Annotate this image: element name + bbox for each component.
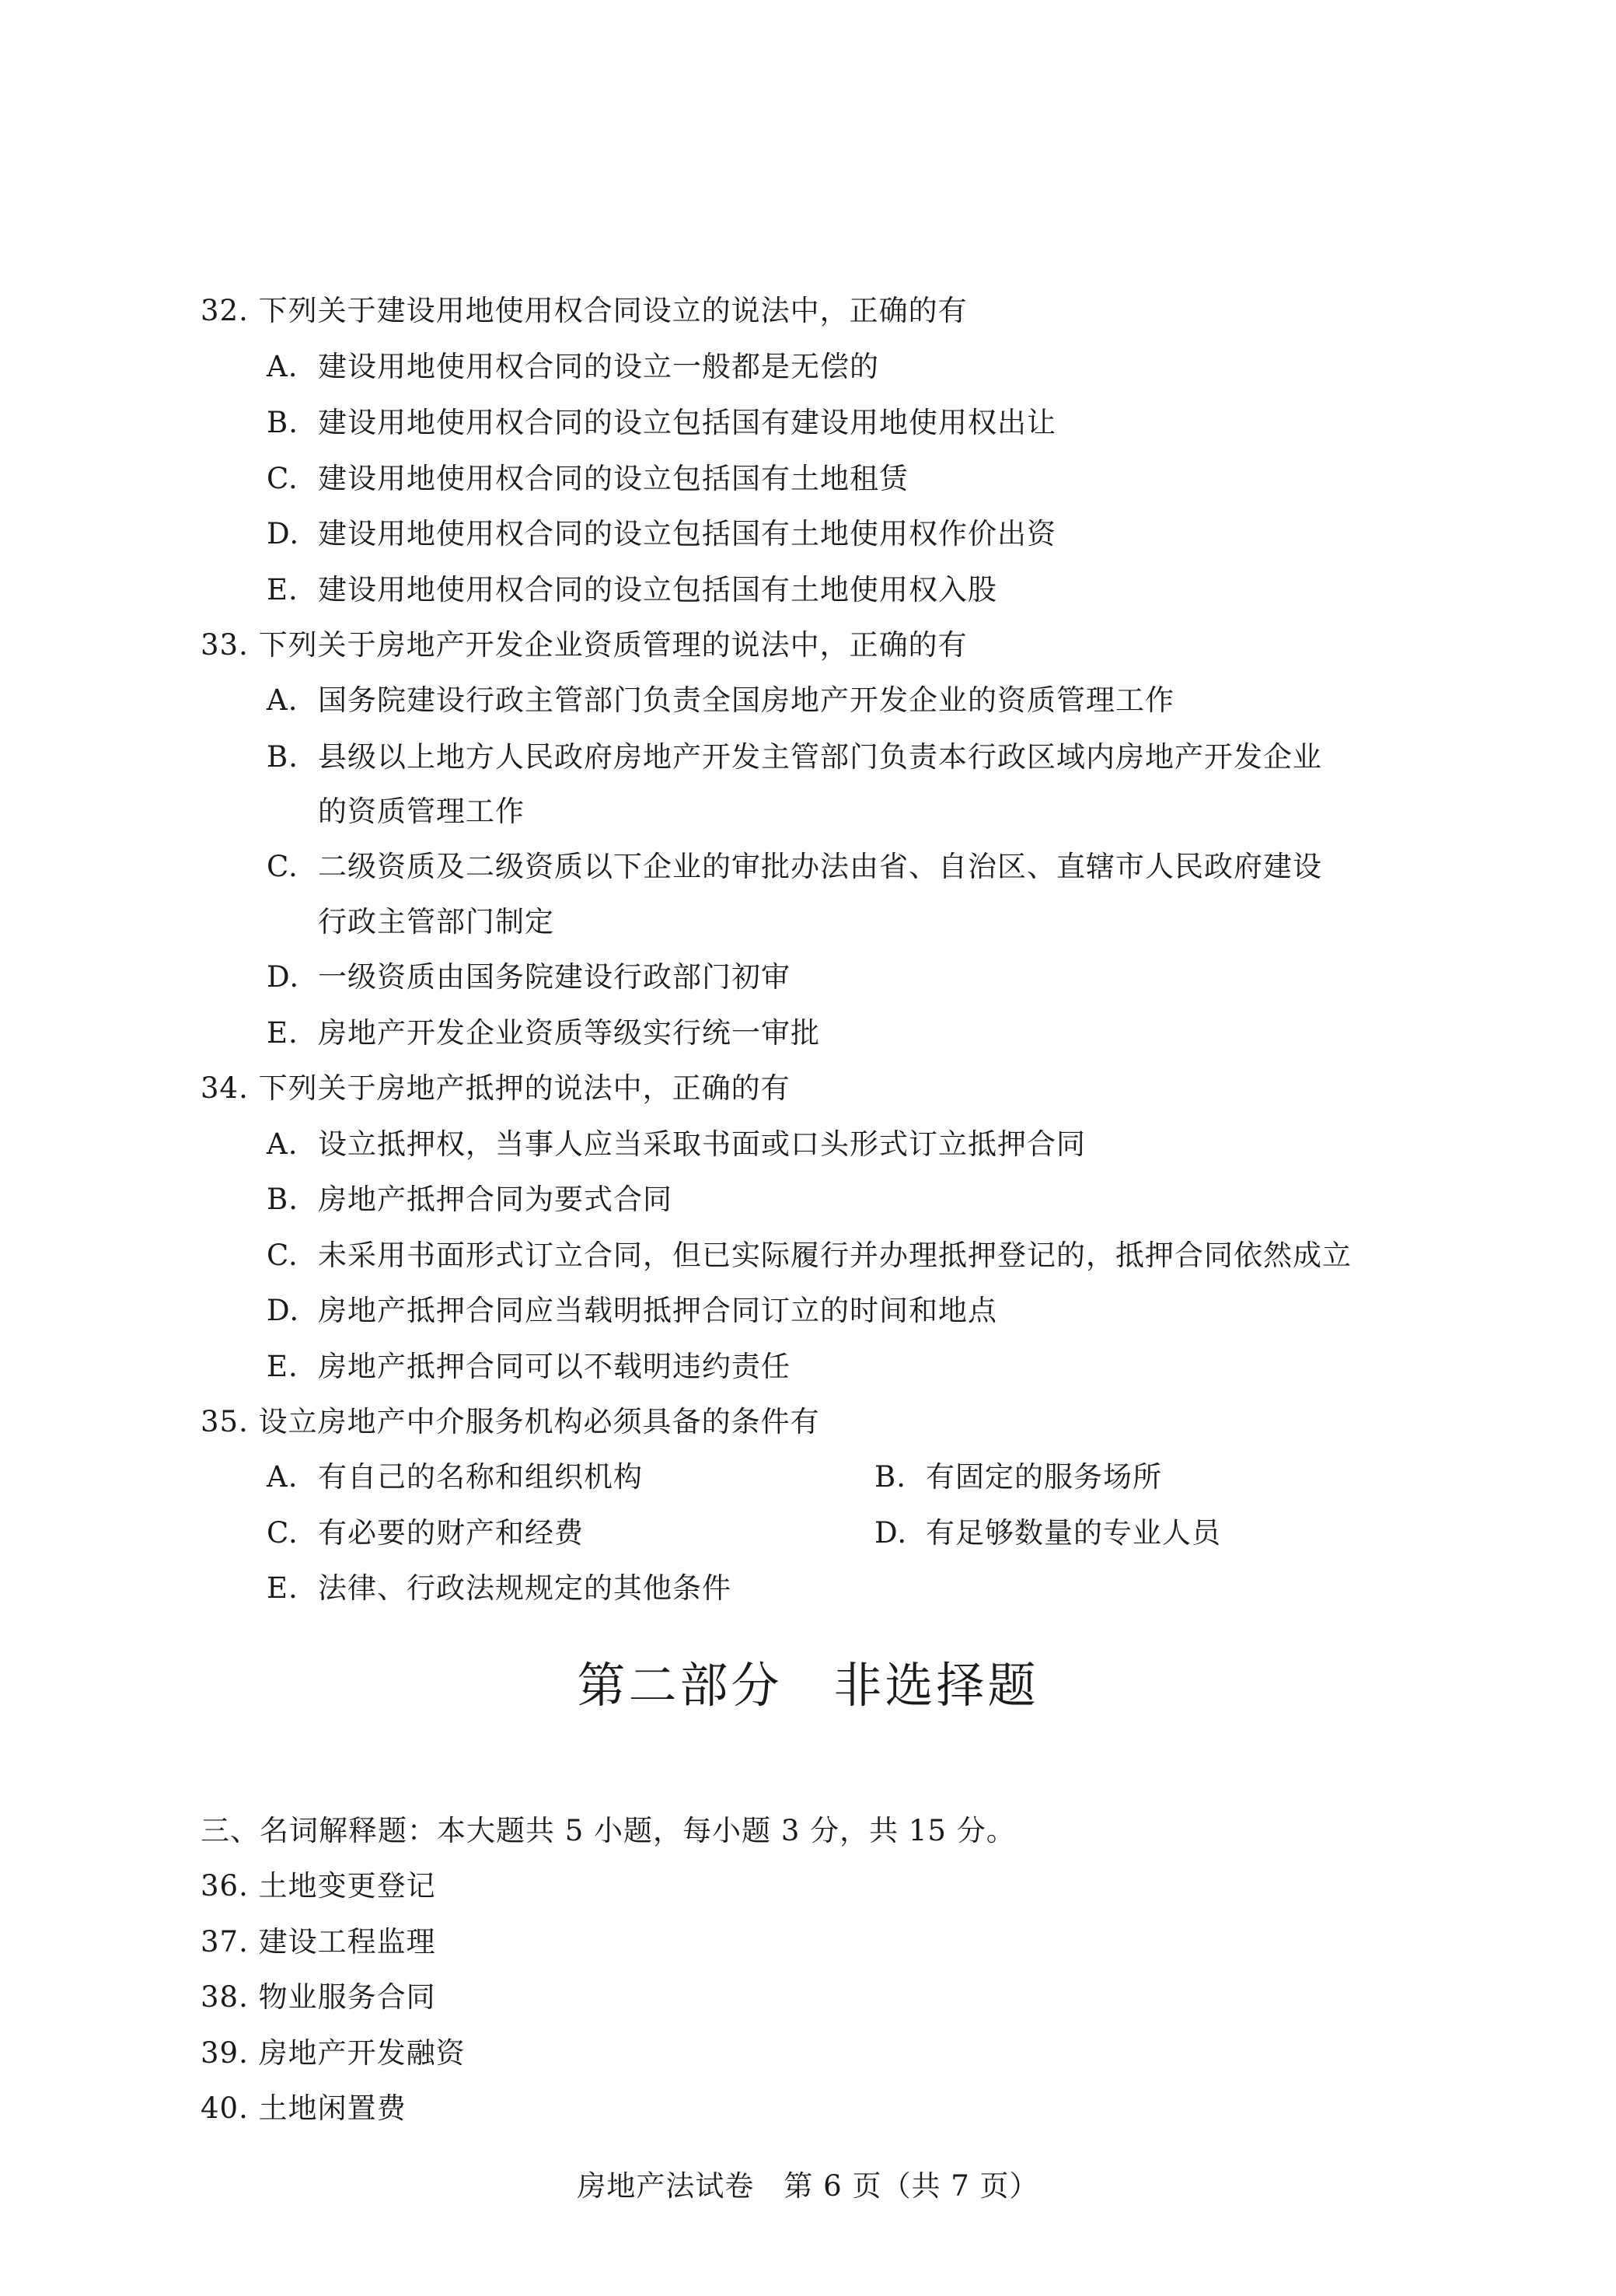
term-item-37 (201, 1924, 436, 1961)
term-number: 36. (201, 1869, 249, 1903)
option-letter: D. (267, 1294, 300, 1327)
option-text: 县级以上地方人民政府房地产开发主管部门负责本行政区域内房地产开发企业 (318, 740, 1322, 774)
question-34-option-d (267, 1292, 997, 1330)
option-text: 建设用地使用权合同的设立包括国有土地使用权入股 (318, 573, 997, 606)
option-letter: C. (267, 1239, 298, 1272)
term-text: 建设工程监理 (258, 1925, 436, 1959)
question-33-option-e (267, 1015, 820, 1052)
option-letter: B. (874, 1460, 906, 1494)
question-32-option-b (267, 404, 1056, 442)
term-text: 房地产开发融资 (258, 2036, 466, 2070)
part3-heading: 三、名词解释题：本大题共 5 小题，每小题 3 分，共 15 分。 (201, 1814, 1016, 1847)
section-title: 第二部分 非选择题 (577, 1657, 1039, 1714)
question-34-option-e (267, 1348, 791, 1386)
option-text: 建设用地使用权合同的设立包括国有土地使用权作价出资 (318, 517, 1056, 550)
question-33-option-b-continued (318, 793, 525, 830)
option-letter: E. (267, 1016, 298, 1050)
option-letter: A. (267, 683, 298, 717)
question-32-stem (201, 292, 968, 330)
term-number: 37. (201, 1925, 249, 1959)
question-35-stem (201, 1403, 820, 1441)
option-text: 房地产抵押合同可以不载明违约责任 (318, 1350, 791, 1383)
question-33-option-a (267, 682, 1174, 719)
question-34-option-a (267, 1126, 1086, 1163)
question-text: 下列关于房地产开发企业资质管理的说法中，正确的有 (258, 628, 968, 662)
page-footer: 房地产法试卷 第 6 页（共 7 页） (577, 2169, 1039, 2203)
option-text: 有自己的名称和组织机构 (318, 1460, 643, 1494)
option-letter: A. (267, 350, 298, 383)
question-33-stem (201, 627, 968, 664)
question-text: 设立房地产中介服务机构必须具备的条件有 (258, 1405, 820, 1438)
question-32-option-e (267, 571, 997, 609)
option-letter: E. (267, 573, 298, 606)
option-text: 有必要的财产和经费 (318, 1516, 584, 1550)
question-32-option-d (267, 515, 1056, 553)
term-number: 40. (201, 2092, 249, 2125)
question-number: 35. (201, 1405, 249, 1438)
option-text: 的资质管理工作 (318, 795, 525, 828)
term-number: 39. (201, 2036, 249, 2070)
option-text: 有足够数量的专业人员 (926, 1516, 1221, 1550)
question-33-option-b (267, 739, 1322, 776)
question-35-option-c (267, 1515, 584, 1552)
option-text: 设立抵押权，当事人应当采取书面或口头形式订立抵押合同 (318, 1127, 1086, 1161)
question-32-option-a (267, 348, 879, 386)
question-number: 34. (201, 1071, 249, 1105)
option-text: 国务院建设行政主管部门负责全国房地产开发企业的资质管理工作 (318, 683, 1174, 717)
option-text: 法律、行政法规规定的其他条件 (318, 1571, 731, 1605)
question-number: 32. (201, 294, 249, 327)
option-text: 行政主管部门制定 (318, 905, 554, 938)
term-text: 物业服务合同 (258, 1980, 436, 2014)
question-text: 下列关于房地产抵押的说法中，正确的有 (258, 1071, 791, 1105)
term-text: 土地变更登记 (258, 1869, 436, 1903)
option-letter: D. (874, 1516, 908, 1550)
term-text: 土地闲置费 (258, 2092, 407, 2125)
option-letter: C. (267, 462, 298, 495)
question-34-option-c (267, 1237, 1352, 1274)
option-letter: B. (267, 740, 298, 774)
option-text: 房地产开发企业资质等级实行统一审批 (318, 1016, 820, 1050)
option-text: 建设用地使用权合同的设立包括国有建设用地使用权出让 (318, 406, 1056, 439)
question-35-option-e (267, 1570, 731, 1607)
option-text: 建设用地使用权合同的设立一般都是无偿的 (318, 350, 879, 383)
option-letter: C. (267, 850, 298, 883)
term-item-40 (201, 2090, 407, 2127)
option-letter: B. (267, 1183, 298, 1216)
option-text: 房地产抵押合同应当载明抵押合同订立的时间和地点 (318, 1294, 997, 1327)
option-letter: D. (267, 517, 300, 550)
question-text: 下列关于建设用地使用权合同设立的说法中，正确的有 (258, 294, 968, 327)
question-33-option-c-continued (318, 903, 554, 941)
option-text: 一级资质由国务院建设行政部门初审 (318, 960, 791, 994)
option-letter: E. (267, 1350, 298, 1383)
option-text: 未采用书面形式订立合同，但已实际履行并办理抵押登记的，抵押合同依然成立 (318, 1239, 1352, 1272)
question-33-option-c (267, 848, 1322, 886)
question-35-option-d (874, 1515, 1221, 1552)
option-letter: A. (267, 1460, 298, 1494)
question-35-option-a (267, 1459, 643, 1496)
option-letter: D. (267, 960, 300, 994)
option-letter: C. (267, 1516, 298, 1550)
option-letter: B. (267, 406, 298, 439)
term-item-39 (201, 2035, 466, 2072)
question-35-option-b (874, 1459, 1162, 1496)
option-letter: E. (267, 1571, 298, 1605)
question-34-stem (201, 1070, 791, 1107)
option-text: 有固定的服务场所 (926, 1460, 1162, 1494)
term-number: 38. (201, 1980, 249, 2014)
question-33-option-d (267, 959, 791, 996)
question-32-option-c (267, 460, 909, 498)
question-number: 33. (201, 628, 249, 662)
option-letter: A. (267, 1127, 298, 1161)
question-34-option-b (267, 1181, 672, 1218)
option-text: 建设用地使用权合同的设立包括国有土地租赁 (318, 462, 909, 495)
term-item-36 (201, 1868, 436, 1905)
option-text: 二级资质及二级资质以下企业的审批办法由省、自治区、直辖市人民政府建设 (318, 850, 1322, 883)
option-text: 房地产抵押合同为要式合同 (318, 1183, 672, 1216)
term-item-38 (201, 1979, 436, 2016)
